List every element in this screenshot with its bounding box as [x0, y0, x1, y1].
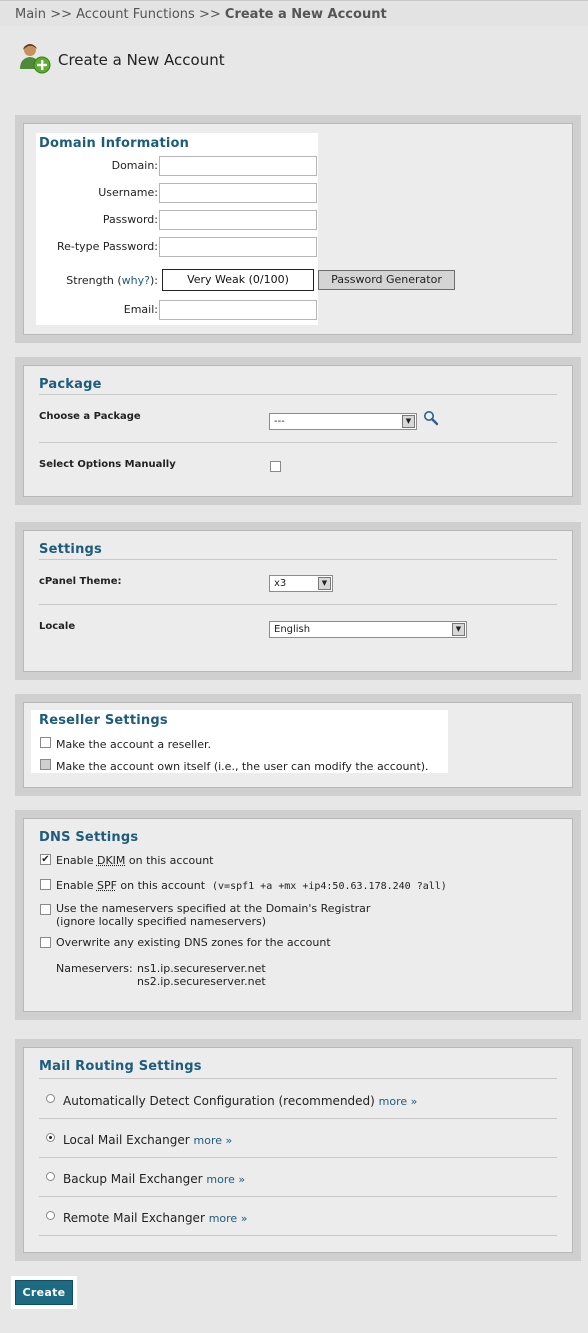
package-title: Package — [39, 377, 102, 392]
overwrite-dns-zones-label: Overwrite any existing DNS zones for the account — [56, 936, 331, 949]
auto-detect-more-link[interactable]: more » — [378, 1095, 418, 1108]
username-input[interactable] — [159, 183, 317, 203]
mail-routing-title: Mail Routing Settings — [39, 1059, 202, 1074]
remote-mail-exchanger-radio[interactable] — [46, 1211, 55, 1220]
nameservers-label: Nameservers: — [56, 962, 133, 975]
retype-password-row — [36, 237, 318, 257]
dns-settings-panel — [15, 810, 581, 1020]
password-strength-meter: Very Weak (0/100) — [162, 269, 314, 291]
divider — [39, 1235, 557, 1236]
email-input[interactable] — [159, 300, 317, 320]
auto-detect-label: Automatically Detect Configuration (recommended) more » — [63, 1094, 418, 1108]
select-options-manually-checkbox[interactable] — [270, 461, 281, 472]
add-user-icon — [18, 41, 52, 78]
local-mail-exchanger-more-link[interactable]: more » — [193, 1134, 233, 1147]
make-reseller-checkbox[interactable] — [40, 737, 51, 748]
domain-input[interactable] — [159, 156, 317, 176]
domain-row — [36, 156, 318, 176]
create-button[interactable]: Create — [15, 1280, 73, 1305]
breadcrumb — [0, 0, 588, 26]
username-label: Username: — [98, 186, 158, 199]
domain-information-panel — [15, 115, 581, 343]
overwrite-dns-zones-checkbox[interactable] — [40, 937, 51, 948]
retype-password-label: Re-type Password: — [56, 240, 158, 253]
divider — [39, 1196, 557, 1197]
page-header — [18, 42, 225, 76]
spf-record: (v=spf1 +a +mx +ip4:50.63.178.240 ?all) — [212, 881, 447, 892]
create-button-highlight — [11, 1276, 77, 1309]
nameserver-1: ns1.ip.secureserver.net — [137, 962, 266, 975]
choose-package-label: Choose a Package — [39, 411, 141, 422]
divider — [39, 442, 557, 443]
chevron-down-icon: ▼ — [402, 415, 415, 428]
local-mail-exchanger-radio[interactable] — [46, 1133, 55, 1142]
password-generator-button[interactable]: Password Generator — [318, 270, 455, 290]
email-row — [36, 300, 318, 320]
enable-spf-checkbox[interactable] — [40, 879, 51, 890]
auto-detect-radio[interactable] — [46, 1094, 55, 1103]
enable-dkim-checkbox[interactable]: ✔ — [41, 854, 50, 865]
remote-mail-exchanger-label: Remote Mail Exchanger more » — [63, 1211, 248, 1225]
package-select[interactable] — [269, 413, 417, 430]
divider — [39, 1157, 557, 1158]
package-panel — [15, 357, 581, 505]
backup-mail-exchanger-label: Backup Mail Exchanger more » — [63, 1172, 246, 1186]
retype-password-input[interactable] — [159, 237, 317, 257]
password-input[interactable] — [159, 210, 317, 230]
breadcrumb-account-functions[interactable]: Account Functions — [76, 7, 195, 22]
select-options-manually-label: Select Options Manually — [39, 459, 176, 470]
use-registrar-nameservers-checkbox[interactable] — [40, 904, 51, 915]
use-registrar-nameservers-label: Use the nameservers specified at the Domain's Registrar — [56, 902, 371, 915]
reseller-settings-title: Reseller Settings — [39, 713, 168, 728]
settings-title: Settings — [39, 542, 102, 557]
divider — [39, 1078, 557, 1079]
chevron-down-icon: ▼ — [318, 577, 331, 590]
own-itself-label: Make the account own itself (i.e., the user can modify the account). — [56, 760, 429, 773]
dns-settings-title: DNS Settings — [39, 830, 139, 845]
page-title: Create a New Account — [58, 51, 225, 69]
strength-label: Strength (why?): — [66, 274, 158, 287]
domain-information-highlight — [36, 133, 318, 325]
cpanel-theme-select[interactable] — [269, 575, 333, 592]
backup-mail-exchanger-radio[interactable] — [46, 1172, 55, 1181]
package-select-value: --- — [274, 416, 285, 427]
breadcrumb-current: Create a New Account — [224, 7, 387, 22]
enable-spf-label: Enable SPF on this account (v=spf1 +a +mx +ip4:50.63.178.240 ?all) — [56, 879, 447, 892]
username-row — [36, 183, 318, 203]
cpanel-theme-label: cPanel Theme: — [39, 576, 122, 587]
password-row — [36, 210, 318, 230]
password-label: Password: — [102, 213, 158, 226]
breadcrumb-main[interactable]: Main — [15, 7, 47, 22]
divider — [39, 559, 557, 560]
breadcrumb-separator: >> — [50, 7, 72, 22]
settings-panel — [15, 522, 581, 680]
strength-why-link[interactable]: why? — [121, 274, 150, 287]
reseller-settings-panel — [15, 694, 581, 796]
nameserver-2: ns2.ip.secureserver.net — [137, 975, 266, 988]
use-registrar-nameservers-note: (ignore locally specified nameservers) — [56, 915, 267, 928]
cpanel-theme-value: x3 — [274, 578, 287, 589]
locale-label: Locale — [39, 621, 76, 632]
reseller-highlight — [31, 710, 448, 773]
mail-routing-panel — [15, 1039, 581, 1261]
email-label: Email: — [123, 303, 158, 316]
divider — [39, 394, 557, 395]
enable-dkim-label: Enable DKIM on this account — [56, 854, 214, 867]
locale-select[interactable] — [269, 621, 467, 638]
chevron-down-icon: ▼ — [452, 623, 465, 636]
backup-mail-exchanger-more-link[interactable]: more » — [206, 1173, 246, 1186]
breadcrumb-separator: >> — [198, 7, 221, 22]
own-itself-checkbox[interactable] — [40, 759, 51, 770]
make-reseller-label: Make the account a reseller. — [56, 738, 212, 751]
domain-information-title: Domain Information — [39, 136, 190, 151]
magnifier-icon[interactable] — [423, 410, 439, 429]
local-mail-exchanger-label: Local Mail Exchanger more » — [63, 1133, 233, 1147]
locale-value: English — [274, 624, 311, 635]
divider — [39, 1118, 557, 1119]
divider — [39, 604, 557, 605]
domain-label: Domain: — [111, 159, 158, 172]
remote-mail-exchanger-more-link[interactable]: more » — [208, 1212, 248, 1225]
